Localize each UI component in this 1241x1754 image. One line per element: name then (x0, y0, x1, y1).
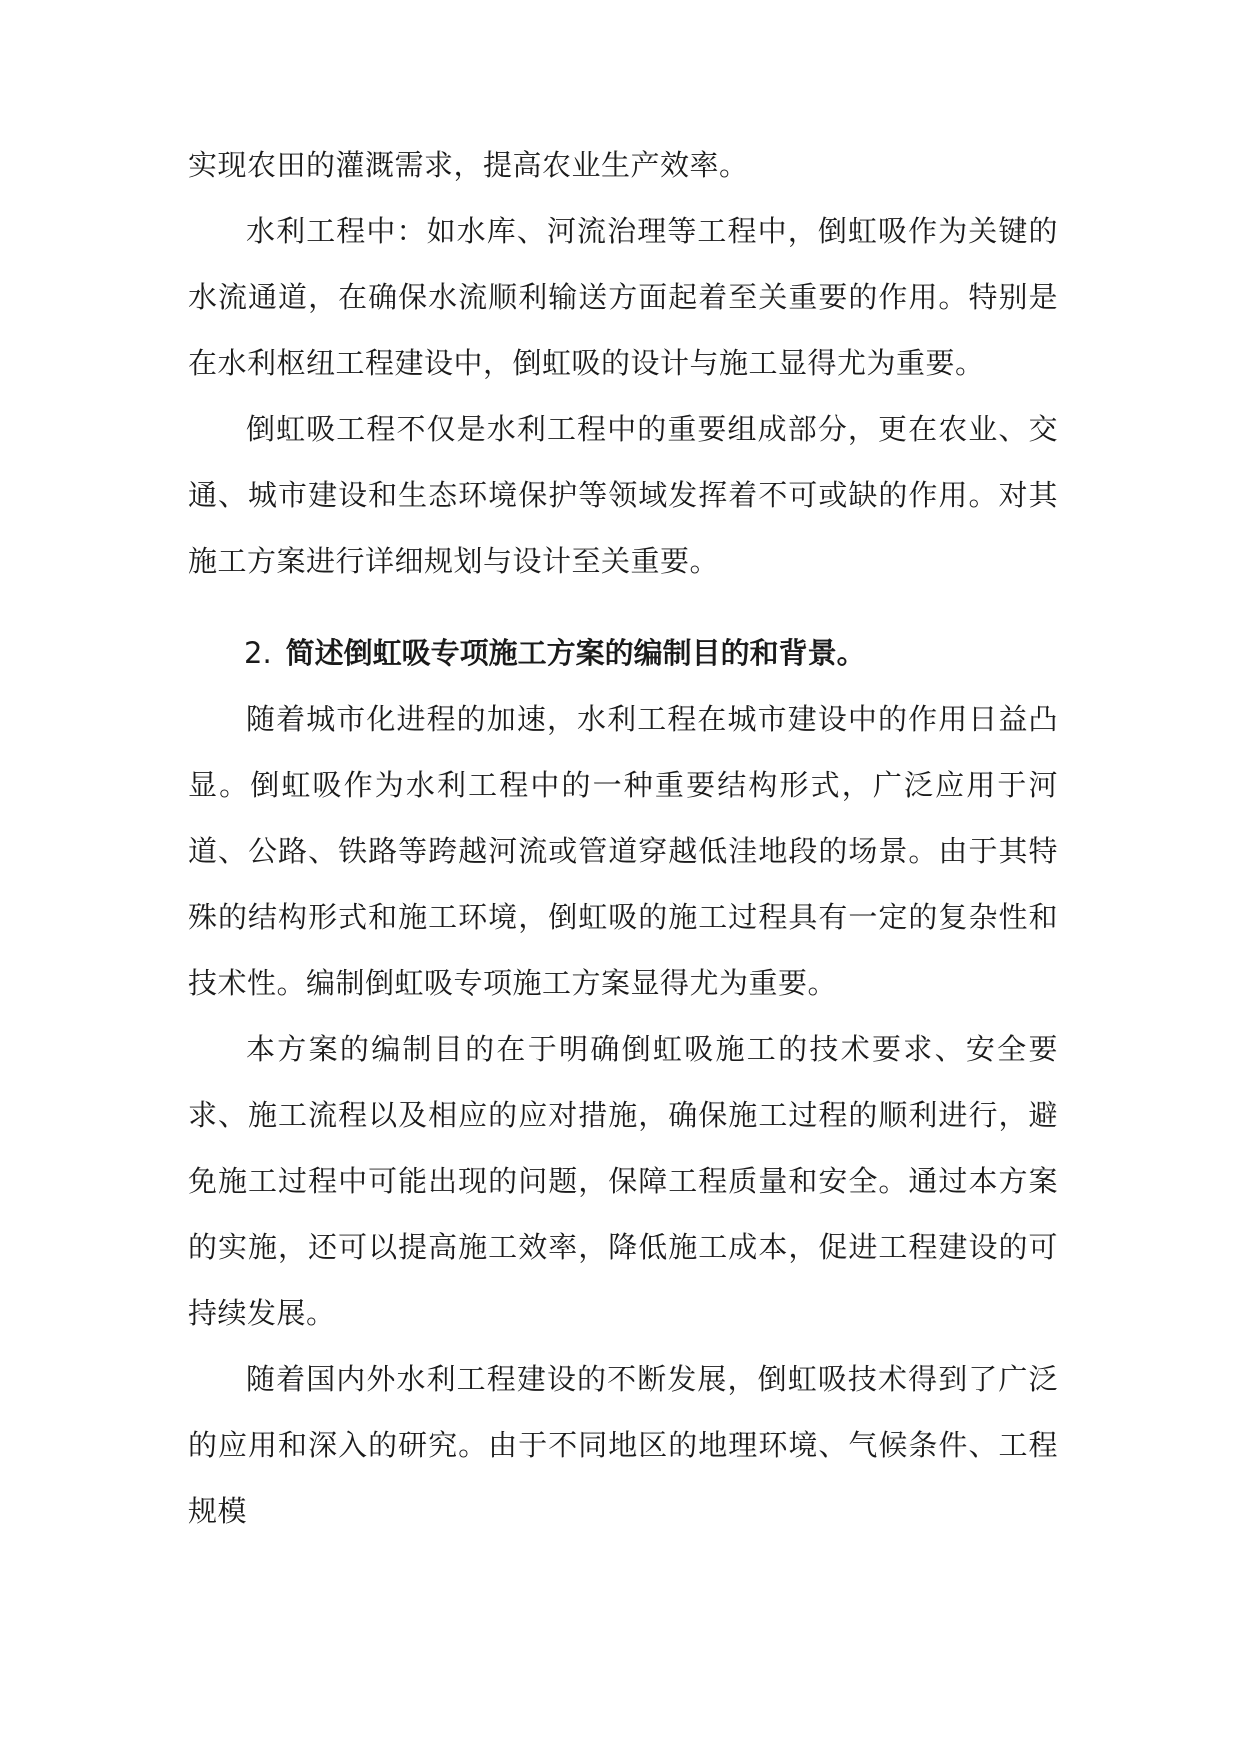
paragraph-purpose: 本方案的编制目的在于明确倒虹吸施工的技术要求、安全要求、施工流程以及相应的应对措施，确保施工过程的顺利进行，避免施工过程中可能出现的问题，保障工程质量和安全。通过本方案的实施，还可以提高施工效率，降低施工成本，促进工程建设的可持续发展。 (188, 1032, 1058, 1330)
section-title: 简述倒虹吸专项施工方案的编制目的和背景。 (285, 636, 866, 670)
paragraph-background: 随着城市化进程的加速，水利工程在城市建设中的作用日益凸显。倒虹吸作为水利工程中的一种重要结构形式，广泛应用于河道、公路、铁路等跨越河流或管道穿越低洼地段的场景。由于其特殊的结构形式和施工环境，倒虹吸的施工过程具有一定的复杂性和技术性。编制倒虹吸专项施工方案显得尤为重要。 (188, 702, 1058, 1000)
document-body (188, 132, 1058, 1544)
paragraph-water-conservancy: 水利工程中：如水库、河流治理等工程中，倒虹吸作为关键的水流通道，在确保水流顺利输送方面起着至关重要的作用。特别是在水利枢纽工程建设中，倒虹吸的设计与施工显得尤为重要。 (188, 214, 1058, 380)
section-heading (188, 620, 1058, 686)
paragraph-continuation: 实现农田的灌溉需求，提高农业生产效率。 (188, 148, 749, 182)
paragraph-importance: 倒虹吸工程不仅是水利工程中的重要组成部分，更在农业、交通、城市建设和生态环境保护等领域发挥着不可或缺的作用。对其施工方案进行详细规划与设计至关重要。 (188, 412, 1058, 578)
section-number: 2. (244, 636, 272, 670)
paragraph-development: 随着国内外水利工程建设的不断发展，倒虹吸技术得到了广泛的应用和深入的研究。由于不同地区的地理环境、气候条件、工程规模 (188, 1362, 1058, 1528)
